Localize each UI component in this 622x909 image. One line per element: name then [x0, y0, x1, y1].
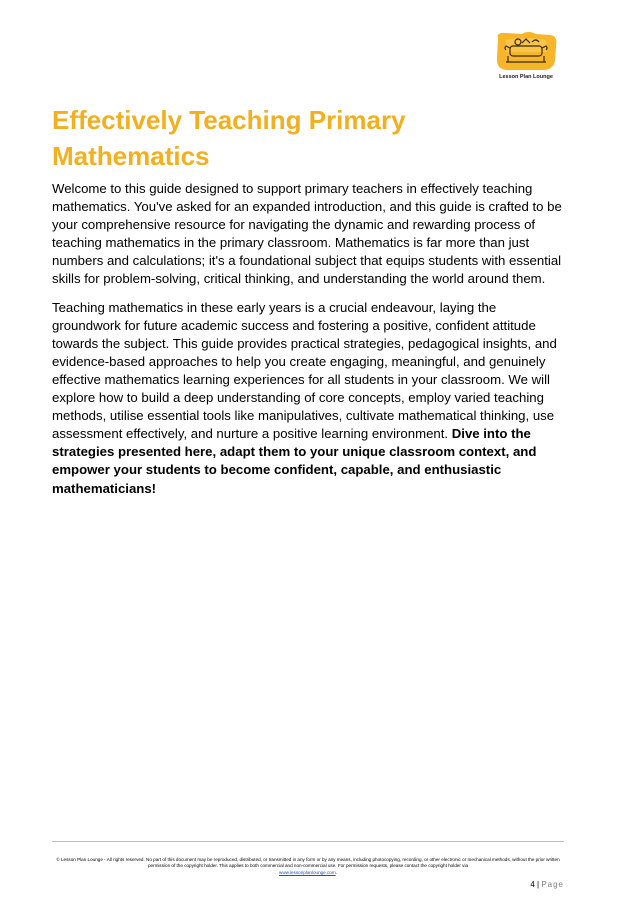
link-suffix: .: [335, 869, 337, 875]
footer-copyright: [52, 857, 564, 876]
sofa-logo-icon: [492, 30, 560, 74]
page-number-value: 4: [530, 880, 535, 889]
second-paragraph-text: Teaching mathematics in these early years is a crucial endeavour, laying the groundwork for future academic success and fostering a positive, confident attitude towards the subject. This guide provides practical strategies, pedagogical insights, and evidence-based approaches to help you create engaging, meaningful, and genuinely effective mathematics learning experiences for all students in your classroom. We will explore how to build a deep understanding of core concepts, employ varied teaching methods, utilise essential tools like manipulatives, cultivate mathematical thinking, use assessment effectively, and nurture a positive learning environment.: [52, 299, 557, 442]
body-text: [52, 180, 564, 508]
logo: [490, 30, 562, 86]
intro-paragraph: Welcome to this guide designed to support primary teachers in effectively teaching mathematics. You've asked for an expanded introduction, and this guide is crafted to be your comprehensive resource for navigating the dynamic and rewarding process of teaching mathematics in the primary classroom. Mathematics is far more than just numbers and calculations; it's a foundational subject that equips students with essential skills for problem-solving, critical thinking, and understanding the world around them.: [52, 181, 562, 287]
second-paragraph: [52, 299, 564, 498]
page-separator: |: [537, 880, 540, 889]
logo-text: Lesson Plan Lounge: [499, 74, 553, 80]
website-link[interactable]: www.lessonplanlounge.com: [279, 869, 336, 875]
page-title: Effectively Teaching Primary Mathematics: [52, 105, 406, 171]
page-number: [490, 880, 564, 889]
closing-bold-text: Dive into the strategies presented here, adapt them to your unique classroom context, and empower your students to become confident, capable, and enthusiastic mathematicians!: [52, 426, 537, 496]
page-label: Page: [541, 880, 564, 889]
copyright-text: © Lesson Plan Lounge - All rights reserved. No part of this document may be reproduced, distributed, or transmitted in any form or by any means, including photocopying, recording, or other electronic or mechanical methods, without the prior written permission of the copyright holder. This applies to both commercial and non-commercial use. For permission requests, please contact the copyright holder via: [56, 857, 560, 869]
footer-divider: [52, 841, 564, 842]
